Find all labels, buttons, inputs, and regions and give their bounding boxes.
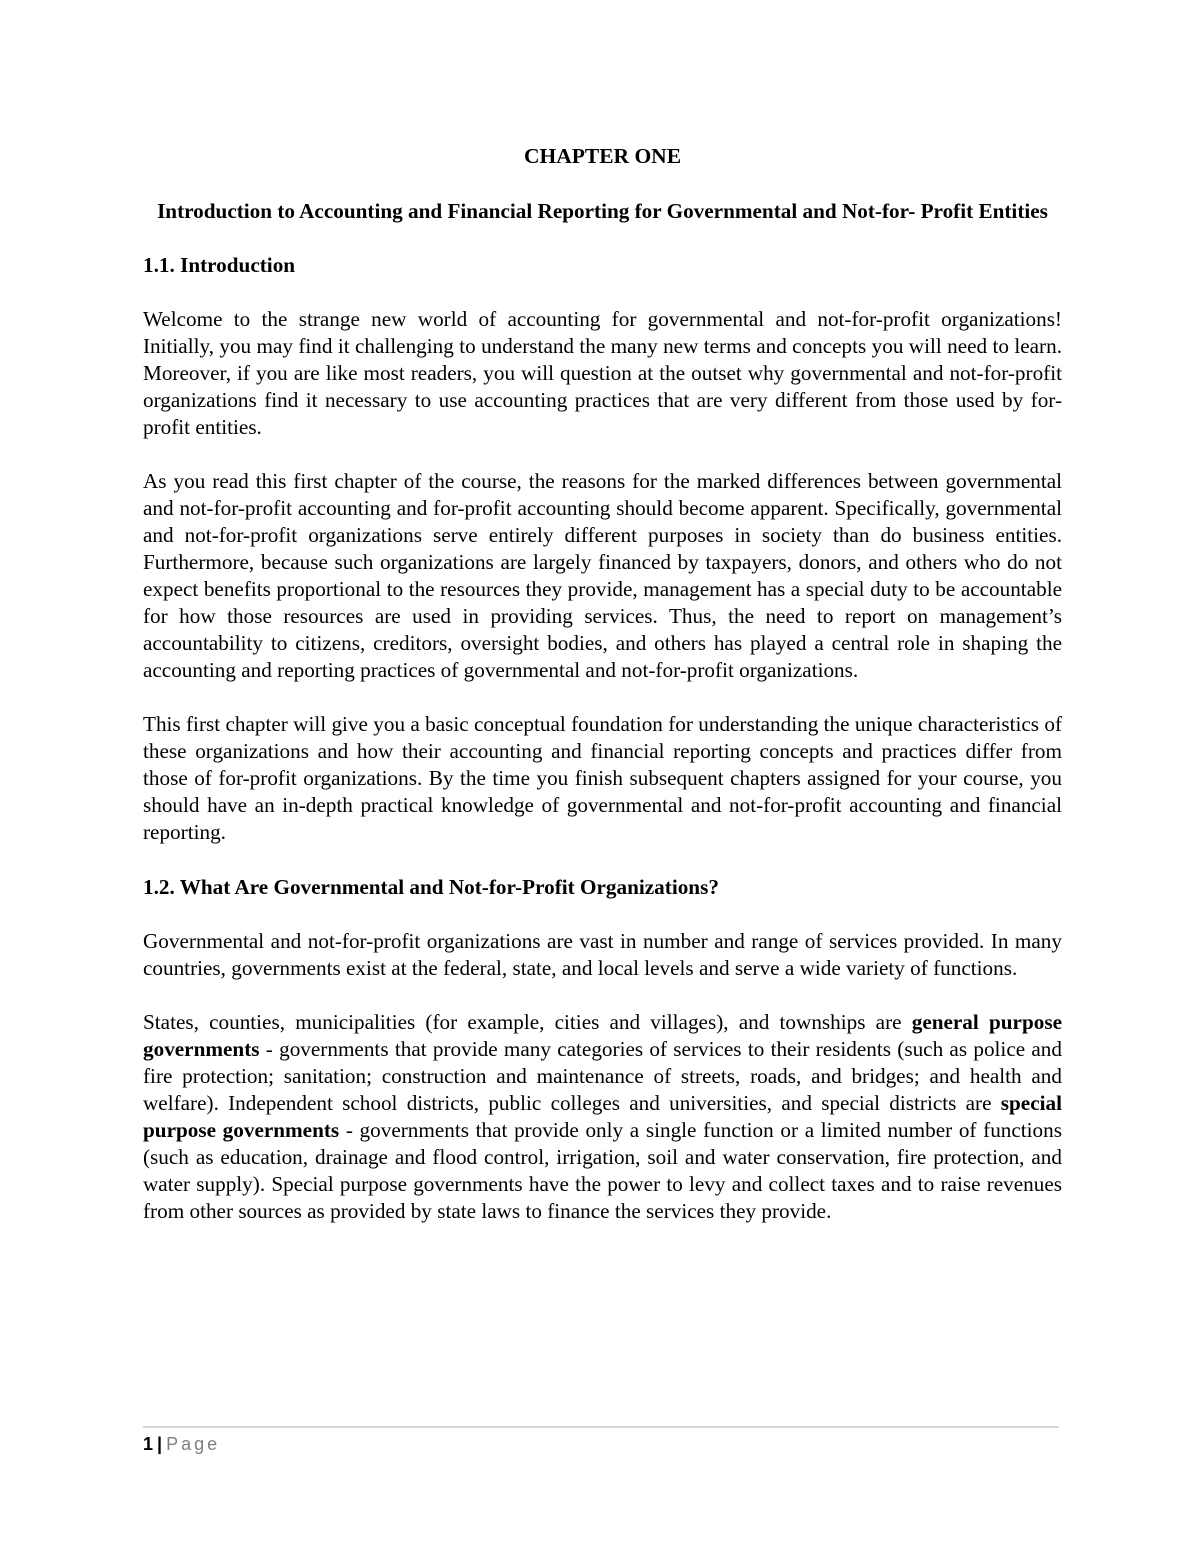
page-label: Page	[166, 1434, 221, 1454]
paragraph: Welcome to the strange new world of accounting for governmental and not-for-profit organizations! Initially, you may find it challenging to understand the many new terms and concepts you will need to learn. Moreover, if you are like most readers, you will question at the outset why governmental and not-for-profit organizations find it necessary to use accounting practices that are very different from those used by for-profit entities.	[143, 307, 1062, 439]
paragraph: This first chapter will give you a basic conceptual foundation for understanding the unique characteristics of these organizations and how their accounting and financial reporting concepts and practices differ from those of for-profit organizations. By the time you finish subsequent chapters assigned for your course, you should have an in-depth practical knowledge of governmental and not-for-profit accounting and financial reporting.	[143, 712, 1062, 844]
document-title: Introduction to Accounting and Financial Reporting for Governmental and Not-for- Profit Entities	[157, 199, 1048, 223]
text-span: - governments that provide many categories of services to their residents (such as police and fire protection; sanitation; construction and maintenance of streets, roads, and bridges; and health and welfare). Independent school districts, public colleges and universities, and special districts are	[143, 1037, 1062, 1115]
paragraph: Governmental and not-for-profit organizations are vast in number and range of services provided. In many countries, governments exist at the federal, state, and local levels and serve a wide variety of functions.	[143, 929, 1062, 980]
section-heading-what-are-organizations: 1.2. What Are Governmental and Not-for-Profit Organizations?	[143, 875, 719, 899]
footer-separator: |	[157, 1434, 163, 1454]
footer-divider	[143, 1426, 1059, 1428]
text-span: States, counties, municipalities (for example, cities and villages), and townships are	[143, 1010, 912, 1034]
page-number: 1	[143, 1434, 154, 1454]
paragraph-government-types	[143, 1009, 1062, 1225]
chapter-title: CHAPTER ONE	[523, 144, 682, 168]
term-general-purpose-governments: general purpose governments	[143, 1010, 1062, 1061]
paragraph: As you read this first chapter of the course, the reasons for the marked differences between governmental and not-for-profit accounting and for-profit accounting should become apparent. Specifically, governmental and not-for-profit organizations serve entirely different purposes in society than do business entities. Furthermore, because such organizations are largely financed by taxpayers, donors, and others who do not expect benefits proportional to the resources they provide, management has a special duty to be accountable for how those resources are used in providing services. Thus, the need to report on management’s accountability to citizens, creditors, oversight bodies, and others has played a central role in shaping the accounting and reporting practices of governmental and not-for-profit organizations.	[143, 469, 1062, 682]
page-footer	[143, 1432, 220, 1456]
section-heading-introduction: 1.1. Introduction	[143, 253, 296, 277]
page-content	[143, 141, 1062, 1252]
text-span: - governments that provide only a single function or a limited number of functions (such as education, drainage and flood control, irrigation, soil and water conservation, fire protection, and water supply). Special purpose governments have the power to levy and collect taxes and to raise revenues from other sources as provided by state laws to finance the services they provide.	[143, 1118, 1062, 1223]
term-special-purpose-governments: special purpose governments	[143, 1091, 1062, 1142]
